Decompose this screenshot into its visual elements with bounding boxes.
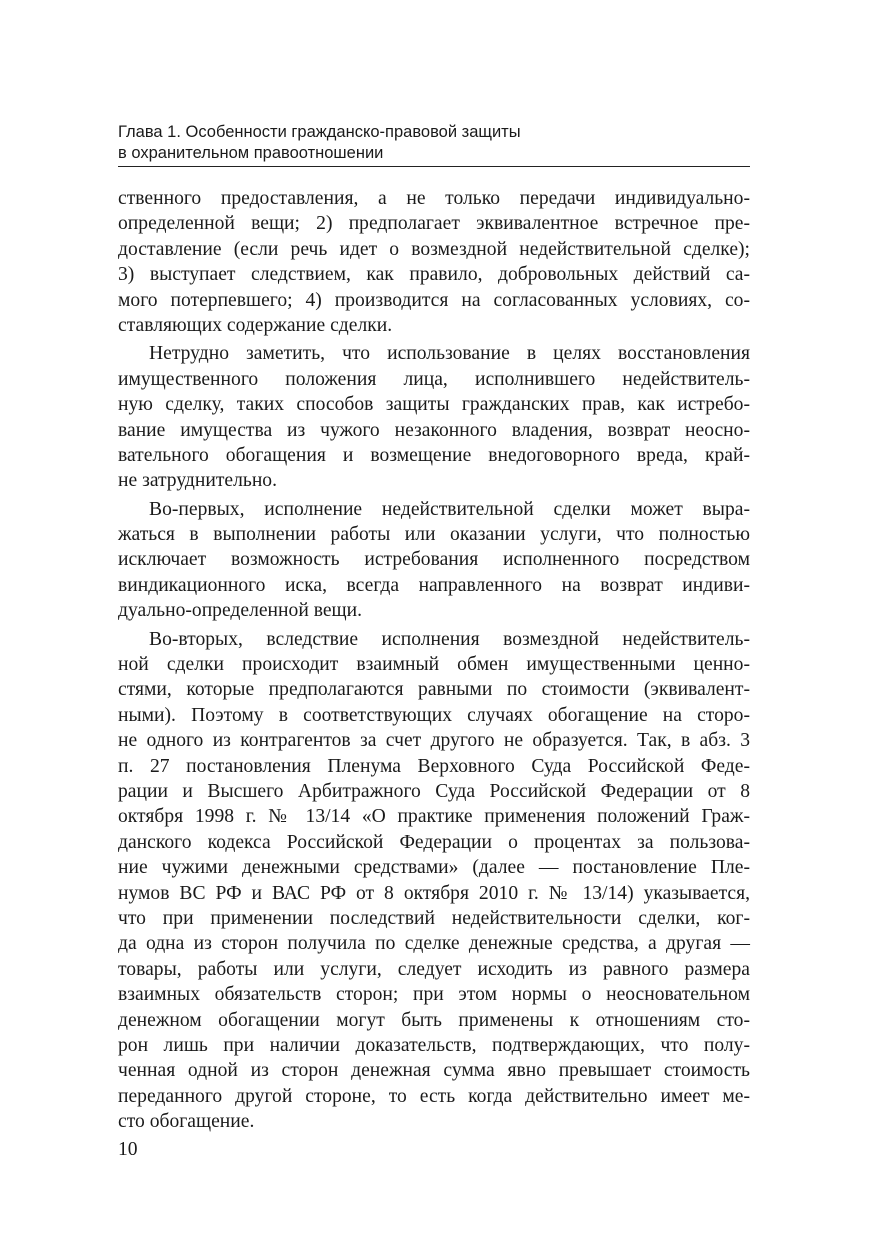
text-line: товары, работы или услуги, следует исходить из равного размера: [118, 958, 750, 980]
text-line: ными). Поэтому в соответствующих случаях обогащение на сторо-: [118, 704, 750, 726]
running-header-line-1: Глава 1. Особенности гражданско-правовой защиты: [118, 123, 521, 141]
text-line: определенной вещи; 2) предполагает эквивалентное встречное пре-: [118, 213, 750, 235]
text-line: п. 27 постановления Пленума Верховного Суда Российской Феде-: [118, 755, 750, 777]
text-line: доставление (если речь идет о возмездной недействительной сделке);: [118, 238, 750, 260]
body-text: [118, 186, 750, 1134]
text-line: ственного предоставления, а не только передачи индивидуально-: [118, 188, 750, 209]
text-line: стями, которые предполагаются равными по стоимости (эквивалент-: [118, 679, 750, 701]
text-line: да одна из сторон получила по сделке денежные средства, а другая —: [118, 933, 750, 955]
header-rule: [118, 166, 750, 167]
paragraph-2: [118, 341, 750, 493]
text-line: вательного обогащения и возмещение внедоговорного вреда, край-: [118, 444, 750, 466]
text-line: рации и Высшего Арбитражного Суда Российской Федерации от 8: [118, 780, 750, 802]
text-line: 3) выступает следствием, как правило, добровольных действий са-: [118, 264, 750, 286]
text-line: исключает возможность истребования исполненного посредством: [118, 549, 750, 571]
running-header: [118, 122, 750, 164]
text-line: данского кодекса Российской Федерации о процентах за пользова-: [118, 831, 750, 853]
paragraph-4: [118, 627, 750, 1135]
text-line: мого потерпевшего; 4) производится на согласованных условиях, со-: [118, 289, 750, 311]
text-line: сто обогащение.: [118, 1111, 255, 1133]
text-line: денежном обогащении могут быть применены к отношениям сто-: [118, 1009, 750, 1031]
text-line: ченная одной из сторон денежная сумма явно превышает стоимость: [118, 1060, 750, 1082]
text-line: не затруднительно.: [118, 470, 278, 492]
text-line: ной сделки происходит взаимный обмен имущественными ценно-: [118, 654, 750, 676]
text-line: не одного из контрагентов за счет другого не образуется. Так, в абз. 3: [118, 730, 750, 752]
page-number: 10: [118, 1139, 138, 1160]
paragraph-1: [118, 186, 750, 338]
text-line: дуально-определенной вещи.: [118, 600, 363, 622]
text-line: рон лишь при наличии доказательств, подтверждающих, что полу-: [118, 1034, 750, 1056]
text-line: октября 1998 г. № 13/14 «О практике применения положений Граж-: [118, 806, 750, 828]
text-line: взаимных обязательств сторон; при этом нормы о неосновательном: [118, 984, 750, 1006]
text-line: что при применении последствий недействительности сделки, ког-: [118, 907, 750, 929]
text-line: Во-вторых, вследствие исполнения возмездной недействитель-: [149, 628, 750, 650]
text-line: Во-первых, исполнение недействительной сделки может выра-: [149, 498, 750, 520]
running-header-line-2: в охранительном правоотношении: [118, 144, 384, 162]
text-line: имущественного положения лица, исполнившего недействитель-: [118, 368, 750, 390]
text-line: переданного другой стороне, то есть когда действительно имеет ме-: [118, 1085, 750, 1107]
text-line: ставляющих содержание сделки.: [118, 314, 393, 336]
text-line: жаться в выполнении работы или оказании услуги, что полностью: [118, 524, 750, 546]
text-line: ную сделку, таких способов защиты гражданских прав, как истребо-: [118, 394, 750, 416]
text-line: нумов ВС РФ и ВАС РФ от 8 октября 2010 г. № 13/14) указывается,: [118, 882, 750, 904]
text-line: Нетрудно заметить, что использование в целях восстановления: [149, 343, 750, 365]
text-line: вание имущества из чужого незаконного владения, возврат неосно-: [118, 419, 750, 441]
text-line: виндикационного иска, всегда направленного на возврат индиви-: [118, 574, 750, 596]
paragraph-3: [118, 497, 750, 624]
text-line: ние чужими денежными средствами» (далее — постановление Пле-: [118, 857, 750, 879]
